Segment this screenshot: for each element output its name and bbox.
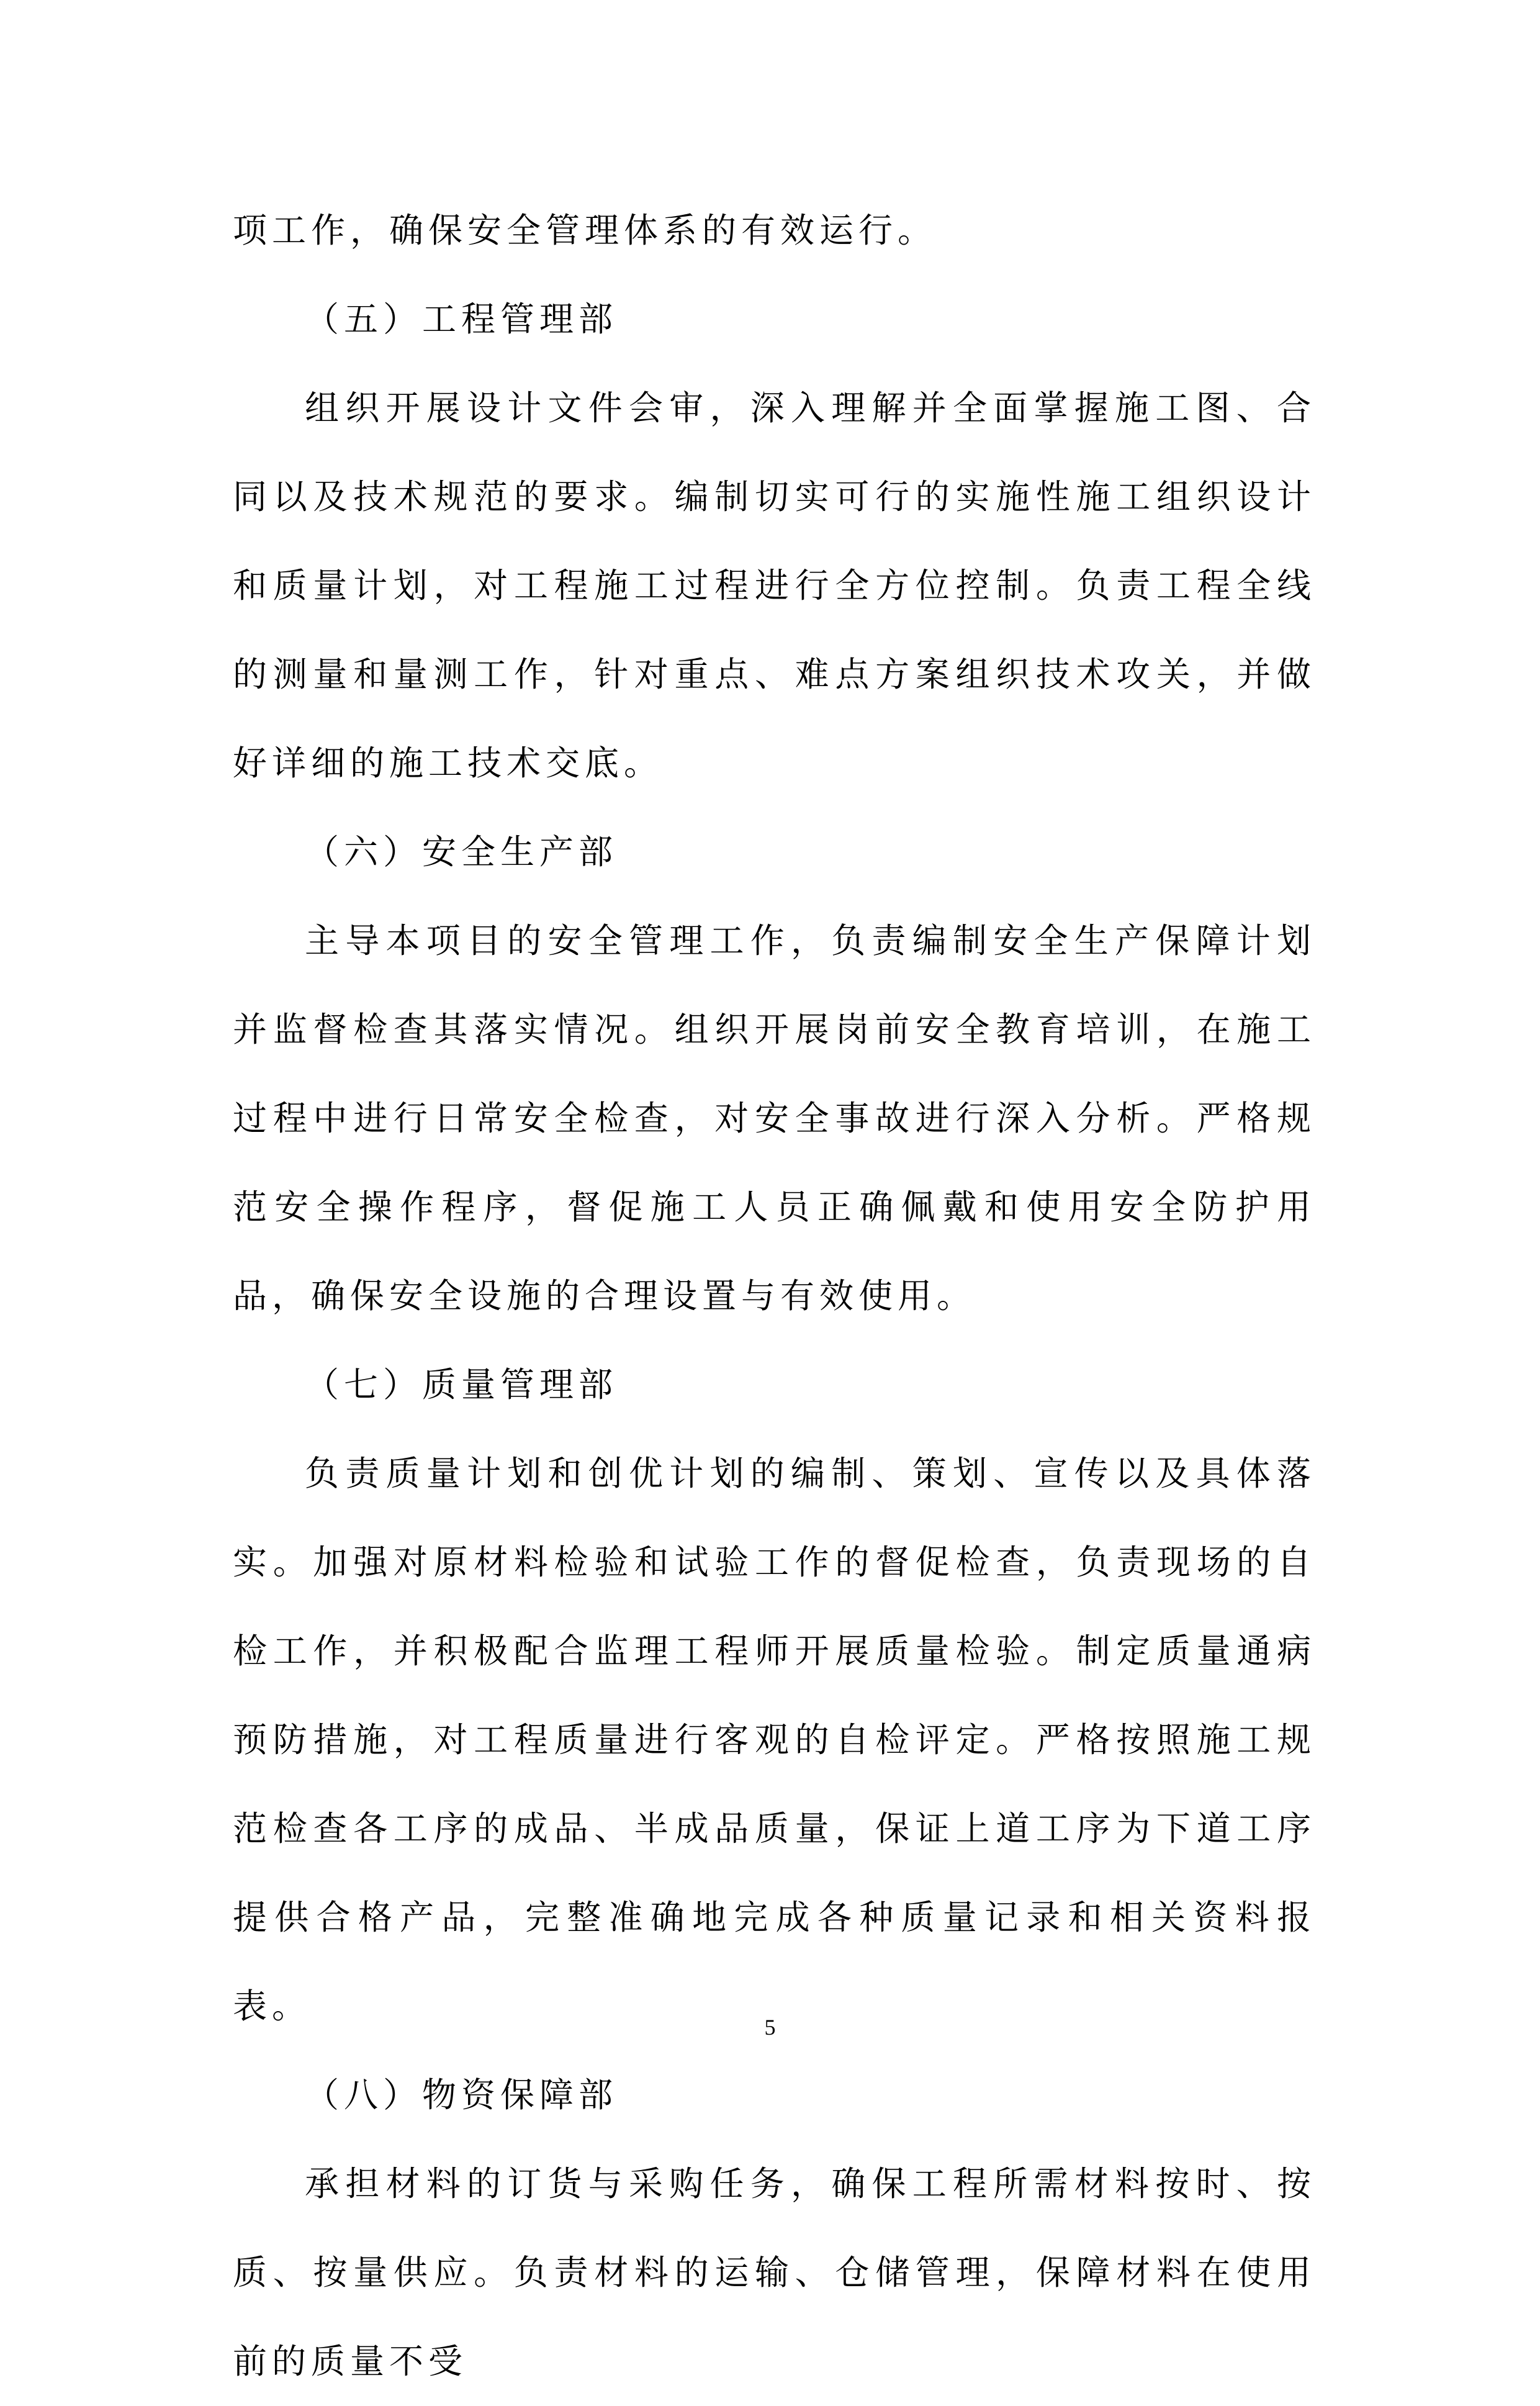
page-number: 5	[764, 2015, 776, 2040]
paragraph-safety: 主导本项目的安全管理工作，负责编制安全生产保障计划并监督检查其落实情况。组织开展岗前安全教育培训，在施工过程中进行日常安全检查，对安全事故进行深入分析。严格规范安全操作程序，督促施工人员正确佩戴和使用安全防护用品，确保安全设施的合理设置与有效使用。	[233, 921, 1316, 1316]
paragraph-quality: 负责质量计划和创优计划的编制、策划、宣传以及具体落实。加强对原材料检验和试验工作的督促检查，负责现场的自检工作，并积极配合监理工程师开展质量检验。制定质量通病预防措施，对工程质量进行客观的自检评定。严格按照施工规范检查各工序的成品、半成品质量，保证上道工序为下道工序提供合格产品，完整准确地完成各种质量记录和相关资料报表。	[233, 1454, 1316, 2026]
document-body	[233, 186, 1316, 2406]
section-heading-safety: （六）安全生产部	[305, 832, 618, 872]
paragraph-engineering: 组织开展设计文件会审，深入理解并全面掌握施工图、合同以及技术规范的要求。编制切实可行的实施性施工组织设计和质量计划，对工程施工过程进行全方位控制。负责工程全线的测量和量测工作，针对重点、难点方案组织技术攻关，并做好详细的施工技术交底。	[233, 388, 1316, 783]
paragraph-materials: 承担材料的订货与采购任务，确保工程所需材料按时、按质、按量供应。负责材料的运输、仓储管理，保障材料在使用前的质量不受	[233, 2164, 1316, 2381]
section-heading-materials: （八）物资保障部	[305, 2075, 618, 2115]
paragraph-continuation: 项工作，确保安全管理体系的有效运行。	[233, 210, 937, 250]
section-heading-quality: （七）质量管理部	[305, 1365, 618, 1404]
section-heading-engineering: （五）工程管理部	[305, 299, 618, 339]
